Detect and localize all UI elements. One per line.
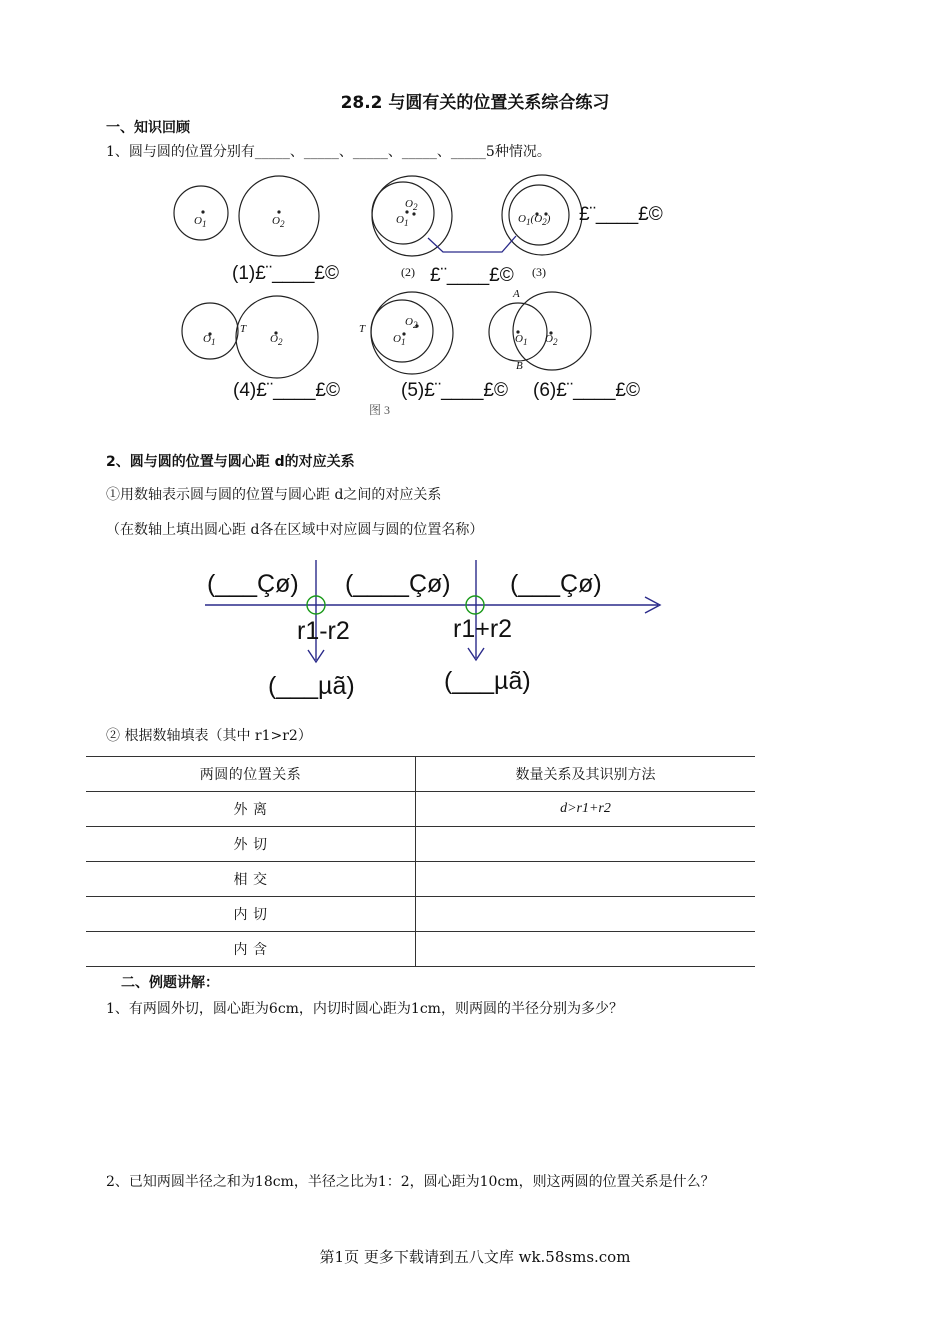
axis-point-2-label: r1+r2 xyxy=(453,615,513,643)
table-header-cell: 数量关系及其识别方法 xyxy=(416,757,756,792)
label-o1-fig2: $O_1$ xyxy=(396,214,409,229)
table-row xyxy=(86,827,755,862)
section-heading-review: 一、知识回顾 xyxy=(106,120,190,136)
label-o2-fig6: $O_2$ xyxy=(545,333,558,348)
label-o2-fig2: $O_2$ xyxy=(405,198,418,213)
table-row xyxy=(86,792,755,827)
label-b-fig6: B xyxy=(516,360,523,372)
axis-region-2: (____Çø) xyxy=(345,570,451,598)
label-o1-fig4: $O_1$ xyxy=(203,333,216,348)
caption-fig2-number: (2) xyxy=(401,265,415,279)
caption-fig2-blank: £¨____£© xyxy=(430,265,514,286)
example-question-1: 1、有两圆外切，圆心距为6cm，内切时圆心距为1cm，则两圆的半径分别为多少？ xyxy=(106,1001,623,1017)
label-o2-fig4: $O_2$ xyxy=(270,333,283,348)
label-o1o2-fig3: $O_1(O_2)$ xyxy=(518,213,551,228)
label-o1-fig5: $O_1$ xyxy=(393,333,406,348)
axis-point-1-label: r1-r2 xyxy=(297,617,350,645)
relation-table xyxy=(86,756,755,967)
question-1-text: 1、圆与圆的位置分别有_____、_____、_____、_____、_____5种情况。 xyxy=(106,144,551,160)
axis-point-name-1: (___µã) xyxy=(268,672,355,700)
table-row xyxy=(86,897,755,932)
page-title: 28.2 与圆有关的位置关系综合练习 xyxy=(340,93,610,113)
page-footer: 第1页 更多下载请到五八文库 wk.58sms.com xyxy=(319,1248,631,1266)
fig4-circle-o1 xyxy=(182,303,238,359)
figure-label: 图 3 xyxy=(369,403,391,417)
caption-fig4: (4)£¨____£© xyxy=(233,380,340,401)
label-o2-fig1: $O_2$ xyxy=(272,215,285,230)
caption-fig3-number: (3) xyxy=(532,265,546,279)
sub-question-2: ② 根据数轴填表（其中 r1>r2） xyxy=(106,728,312,744)
table-header-cell: 两圆的位置关系 xyxy=(86,757,416,792)
table-row xyxy=(86,862,755,897)
table-cell-quantity xyxy=(416,827,756,862)
table-cell-relation: 内 切 xyxy=(86,897,416,932)
label-o2-fig5: $O_2$ xyxy=(405,316,418,331)
table-cell-relation: 外 离 xyxy=(86,792,416,827)
example-question-2: 2、已知两圆半径之和为18cm，半径之比为1：2，圆心距为10cm，则这两圆的位置关系是什么？ xyxy=(106,1174,715,1190)
section-heading-correspondence: 2、圆与圆的位置与圆心距 d的对应关系 xyxy=(106,454,355,470)
label-o1-fig1: $O_1$ xyxy=(194,215,207,230)
table-cell-relation: 内 含 xyxy=(86,932,416,967)
label-a-fig6: A xyxy=(513,288,520,300)
table-cell-relation: 相 交 xyxy=(86,862,416,897)
table-row xyxy=(86,932,755,967)
section-heading-examples: 二、例题讲解： xyxy=(121,975,219,991)
fig1-circle-o1 xyxy=(174,186,228,240)
caption-fig1: (1)£¨____£© xyxy=(232,263,339,284)
fig2-circle-large xyxy=(372,176,452,256)
fig6-circle-o2 xyxy=(513,292,591,370)
caption-fig5: (5)£¨____£© xyxy=(401,380,508,401)
label-o1-fig6: $O_1$ xyxy=(515,333,528,348)
label-t-fig5: T xyxy=(359,323,366,335)
axis-region-1: (___Çø) xyxy=(207,570,299,598)
caption-fig6: (6)£¨____£© xyxy=(533,380,640,401)
caption-fig3-blank: £¨____£© xyxy=(579,204,663,225)
table-cell-quantity xyxy=(416,862,756,897)
sub-question-1: ①用数轴表示圆与圆的位置与圆心距 d之间的对应关系 xyxy=(106,487,442,503)
table-cell-quantity: d>r1+r2 xyxy=(416,792,756,827)
table-header-row xyxy=(86,757,755,792)
table-cell-quantity xyxy=(416,897,756,932)
fig5-circle-small xyxy=(371,300,433,362)
axis-point-name-2: (___µã) xyxy=(444,667,531,695)
fig5-circle-large xyxy=(371,292,453,374)
label-t-fig4: T xyxy=(240,323,247,335)
axis-region-3: (___Çø) xyxy=(510,570,602,598)
table-cell-quantity xyxy=(416,932,756,967)
sub-question-1-note: （在数轴上填出圆心距 d各在区域中对应圆与圆的位置名称） xyxy=(106,522,484,538)
table-cell-relation: 外 切 xyxy=(86,827,416,862)
